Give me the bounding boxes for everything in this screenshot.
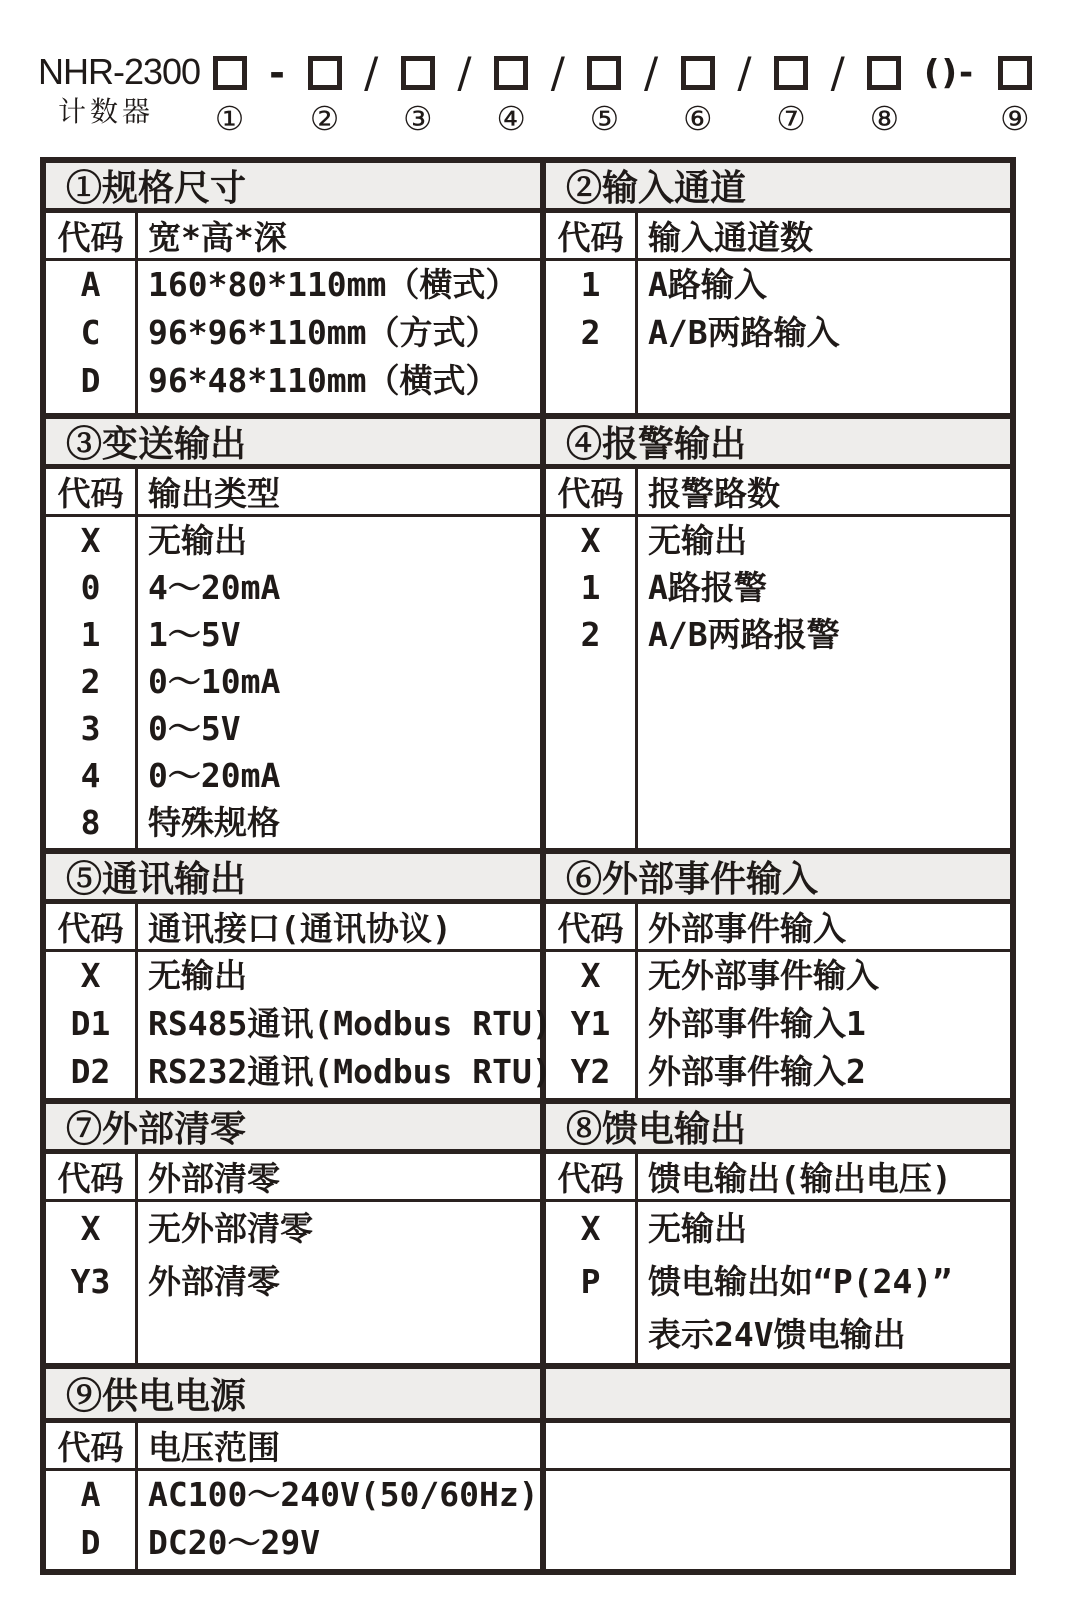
code-column-header: 代码 bbox=[546, 1154, 638, 1199]
row-desc: A路输入 bbox=[648, 265, 767, 304]
code-box-icon bbox=[587, 56, 621, 90]
column-header-row bbox=[46, 213, 540, 261]
row-desc: DC20～29V bbox=[148, 1523, 321, 1562]
code-column bbox=[546, 1202, 638, 1363]
column-header-row bbox=[46, 1423, 540, 1471]
row-code: Y1 bbox=[570, 1004, 611, 1043]
row-desc: 外部事件输入1 bbox=[648, 1004, 866, 1043]
row-code: 2 bbox=[80, 662, 101, 701]
row-code: 4 bbox=[80, 756, 101, 795]
row-desc: A/B两路输入 bbox=[648, 313, 840, 352]
section-external-reset bbox=[46, 1104, 546, 1363]
separator-glyph: / bbox=[644, 48, 659, 97]
code-position-9 bbox=[998, 50, 1032, 138]
row-desc: 4～20mA bbox=[148, 568, 281, 607]
code-column-header: 代码 bbox=[546, 213, 638, 258]
section-empty-filler bbox=[546, 1369, 1010, 1569]
code-position-2 bbox=[308, 50, 342, 138]
code-box-icon bbox=[867, 56, 901, 90]
code-position-7 bbox=[774, 50, 808, 138]
separator-glyph: / bbox=[550, 48, 565, 97]
code-box-icon bbox=[681, 56, 715, 90]
row-code: 2 bbox=[580, 615, 601, 654]
separator-glyph: / bbox=[457, 48, 472, 97]
position-number: ⑤ bbox=[589, 99, 620, 138]
product-type-label: 计数器 bbox=[58, 95, 155, 128]
row-code: 1 bbox=[80, 615, 101, 654]
section-body bbox=[546, 261, 1010, 413]
row-code: P bbox=[580, 1262, 601, 1301]
section-alarm-output bbox=[546, 419, 1010, 848]
code-position-5 bbox=[587, 50, 621, 138]
section-comm-output bbox=[46, 854, 552, 1098]
code-column bbox=[46, 1471, 138, 1569]
code-box-icon bbox=[494, 56, 528, 90]
code-separator bbox=[269, 50, 285, 138]
desc-column-header: 宽*高*深 bbox=[148, 218, 287, 257]
row-desc: 96*48*110mm（横式） bbox=[148, 361, 499, 400]
section-header: ④报警输出 bbox=[546, 419, 1010, 469]
code-position-4 bbox=[494, 50, 528, 138]
position-number: ⑧ bbox=[869, 99, 900, 138]
model-number: NHR-2300 bbox=[38, 51, 201, 92]
row-desc: 无外部事件输入 bbox=[648, 956, 879, 995]
row-code: A bbox=[80, 265, 101, 304]
table-band-5 bbox=[46, 1363, 1010, 1569]
code-position-8 bbox=[867, 50, 901, 138]
row-desc: RS232通讯(Modbus RTU) bbox=[148, 1052, 552, 1091]
section-header: ⑤通讯输出 bbox=[46, 854, 540, 904]
row-code: 2 bbox=[580, 313, 601, 352]
row-desc: 馈电输出如“P(24)” bbox=[648, 1262, 953, 1301]
code-box-icon bbox=[213, 56, 247, 90]
code-separator bbox=[551, 50, 565, 138]
row-desc: 160*80*110mm（横式） bbox=[148, 265, 519, 304]
row-code: D bbox=[80, 361, 101, 400]
desc-column-header: 外部事件输入 bbox=[648, 909, 846, 948]
section-body bbox=[546, 952, 1010, 1098]
code-separator bbox=[457, 50, 471, 138]
position-number: ⑦ bbox=[776, 99, 806, 138]
row-code: Y2 bbox=[570, 1052, 611, 1091]
code-column-header: 代码 bbox=[46, 904, 138, 949]
desc-column bbox=[138, 517, 540, 848]
code-position-1 bbox=[213, 50, 247, 138]
column-header-row bbox=[546, 904, 1010, 952]
column-header-row bbox=[46, 1154, 540, 1202]
column-header-row bbox=[46, 469, 540, 517]
row-code: 0 bbox=[80, 568, 101, 607]
separator-glyph: ()- bbox=[923, 53, 976, 93]
row-code: X bbox=[80, 1209, 101, 1248]
section-body bbox=[546, 1202, 1010, 1363]
row-desc: 0～5V bbox=[148, 709, 241, 748]
section-header: ⑥外部事件输入 bbox=[546, 854, 1010, 904]
code-column-header: 代码 bbox=[46, 1154, 138, 1199]
desc-column bbox=[138, 1202, 540, 1363]
row-code: X bbox=[580, 521, 601, 560]
desc-column-header: 馈电输出(输出电压) bbox=[648, 1159, 952, 1198]
section-feed-power-output bbox=[546, 1104, 1010, 1363]
row-desc: 无输出 bbox=[648, 1209, 747, 1248]
row-desc: A/B两路报警 bbox=[648, 615, 840, 654]
row-desc: AC100～240V(50/60Hz) bbox=[148, 1475, 539, 1514]
row-desc: 0～10mA bbox=[148, 662, 281, 701]
position-number: ② bbox=[309, 99, 340, 138]
row-code: 1 bbox=[580, 265, 601, 304]
position-number: ⑨ bbox=[999, 99, 1030, 138]
section-body bbox=[46, 1202, 540, 1363]
code-separator bbox=[737, 50, 751, 138]
column-header-row bbox=[546, 469, 1010, 517]
section-header: ⑧馈电输出 bbox=[546, 1104, 1010, 1154]
code-column-header: 代码 bbox=[546, 469, 638, 514]
row-code: 1 bbox=[580, 568, 601, 607]
column-header-row bbox=[546, 213, 1010, 261]
section-header: ⑦外部清零 bbox=[46, 1104, 540, 1154]
row-code: X bbox=[580, 1209, 601, 1248]
column-header-row bbox=[546, 1154, 1010, 1202]
section-header: ③变送输出 bbox=[46, 419, 540, 469]
code-box-icon bbox=[998, 56, 1032, 90]
row-desc: RS485通讯(Modbus RTU) bbox=[148, 1004, 552, 1043]
position-number: ④ bbox=[496, 99, 526, 138]
desc-column bbox=[138, 1471, 540, 1569]
code-position-6 bbox=[681, 50, 715, 138]
table-band-2 bbox=[46, 413, 1010, 848]
code-column bbox=[546, 952, 638, 1098]
row-code: 8 bbox=[80, 803, 101, 842]
desc-column-header: 电压范围 bbox=[148, 1428, 280, 1467]
empty-header-band bbox=[546, 1369, 1010, 1423]
row-code: D bbox=[80, 1523, 101, 1562]
row-desc: 96*96*110mm（方式） bbox=[148, 313, 499, 352]
row-code: C bbox=[80, 313, 101, 352]
row-code: 3 bbox=[80, 709, 101, 748]
code-box-icon bbox=[308, 56, 342, 90]
row-desc: 无输出 bbox=[648, 521, 747, 560]
row-code: Y3 bbox=[70, 1262, 111, 1301]
row-code: X bbox=[80, 521, 101, 560]
empty-section-body bbox=[546, 1471, 1010, 1569]
code-column-header: 代码 bbox=[46, 1423, 138, 1468]
section-body bbox=[46, 952, 552, 1098]
separator-glyph: / bbox=[364, 48, 379, 97]
ordering-spec-table bbox=[40, 157, 1016, 1575]
desc-column bbox=[138, 261, 540, 413]
desc-column bbox=[638, 517, 1010, 848]
desc-column-header: 报警路数 bbox=[648, 474, 780, 513]
code-separator bbox=[924, 50, 975, 138]
table-band-3 bbox=[46, 848, 1010, 1098]
section-transmit-output bbox=[46, 419, 546, 848]
section-input-channel bbox=[546, 163, 1010, 413]
section-body bbox=[46, 261, 540, 413]
position-number: ① bbox=[214, 99, 245, 138]
code-separator bbox=[644, 50, 658, 138]
row-code: D1 bbox=[70, 1004, 111, 1043]
row-desc: A路报警 bbox=[648, 568, 767, 607]
row-code: D2 bbox=[70, 1052, 111, 1091]
code-column bbox=[546, 261, 638, 413]
section-header: ①规格尺寸 bbox=[46, 163, 540, 213]
row-desc: 外部清零 bbox=[148, 1262, 280, 1301]
code-column bbox=[46, 261, 138, 413]
row-desc: 1～5V bbox=[148, 615, 241, 654]
section-header: ⑨供电电源 bbox=[46, 1369, 540, 1423]
section-body bbox=[46, 517, 540, 848]
desc-column bbox=[138, 952, 552, 1098]
code-column bbox=[46, 952, 138, 1098]
code-separator bbox=[831, 50, 845, 138]
row-code: A bbox=[80, 1475, 101, 1514]
section-body bbox=[46, 1471, 540, 1569]
code-column-header: 代码 bbox=[46, 213, 138, 258]
row-desc: 无输出 bbox=[148, 521, 247, 560]
row-code bbox=[546, 1308, 635, 1361]
row-code: X bbox=[580, 956, 601, 995]
separator-glyph: / bbox=[830, 48, 845, 97]
desc-column-header: 通讯接口(通讯协议) bbox=[148, 909, 452, 948]
table-band-4 bbox=[46, 1098, 1010, 1363]
code-column bbox=[46, 1202, 138, 1363]
separator-glyph: - bbox=[269, 51, 285, 95]
row-desc: 无外部清零 bbox=[148, 1209, 313, 1248]
code-column bbox=[46, 517, 138, 848]
section-power-supply bbox=[46, 1369, 546, 1569]
code-column-header: 代码 bbox=[46, 469, 138, 514]
row-desc: 0～20mA bbox=[148, 756, 281, 795]
desc-column bbox=[638, 952, 1010, 1098]
desc-column-header: 外部清零 bbox=[148, 1159, 280, 1198]
position-number: ⑥ bbox=[682, 99, 713, 138]
code-box-icon bbox=[401, 56, 435, 90]
desc-column-header: 输出类型 bbox=[148, 474, 280, 513]
empty-column-header-row bbox=[546, 1423, 1010, 1471]
section-body bbox=[546, 517, 1010, 848]
code-column-header: 代码 bbox=[546, 904, 638, 949]
code-column bbox=[546, 517, 638, 848]
code-box-icon bbox=[774, 56, 808, 90]
column-header-row bbox=[46, 904, 540, 952]
separator-glyph: / bbox=[737, 48, 752, 97]
model-code-strip bbox=[38, 50, 1032, 138]
table-band-1 bbox=[46, 163, 1010, 413]
desc-column-header: 输入通道数 bbox=[648, 218, 813, 257]
row-code: X bbox=[80, 956, 101, 995]
row-desc: 特殊规格 bbox=[148, 803, 280, 842]
position-number: ③ bbox=[403, 99, 433, 138]
section-external-event-input bbox=[546, 854, 1010, 1098]
section-spec-size bbox=[46, 163, 546, 413]
section-header: ②输入通道 bbox=[546, 163, 1010, 213]
code-separator bbox=[364, 50, 378, 138]
code-position-3 bbox=[401, 50, 435, 138]
row-desc: 表示24V馈电输出 bbox=[648, 1315, 906, 1354]
desc-column bbox=[638, 1202, 1010, 1363]
row-desc: 无输出 bbox=[148, 956, 247, 995]
row-desc: 外部事件输入2 bbox=[648, 1052, 866, 1091]
desc-column bbox=[638, 261, 1010, 413]
product-title-block bbox=[38, 50, 201, 130]
